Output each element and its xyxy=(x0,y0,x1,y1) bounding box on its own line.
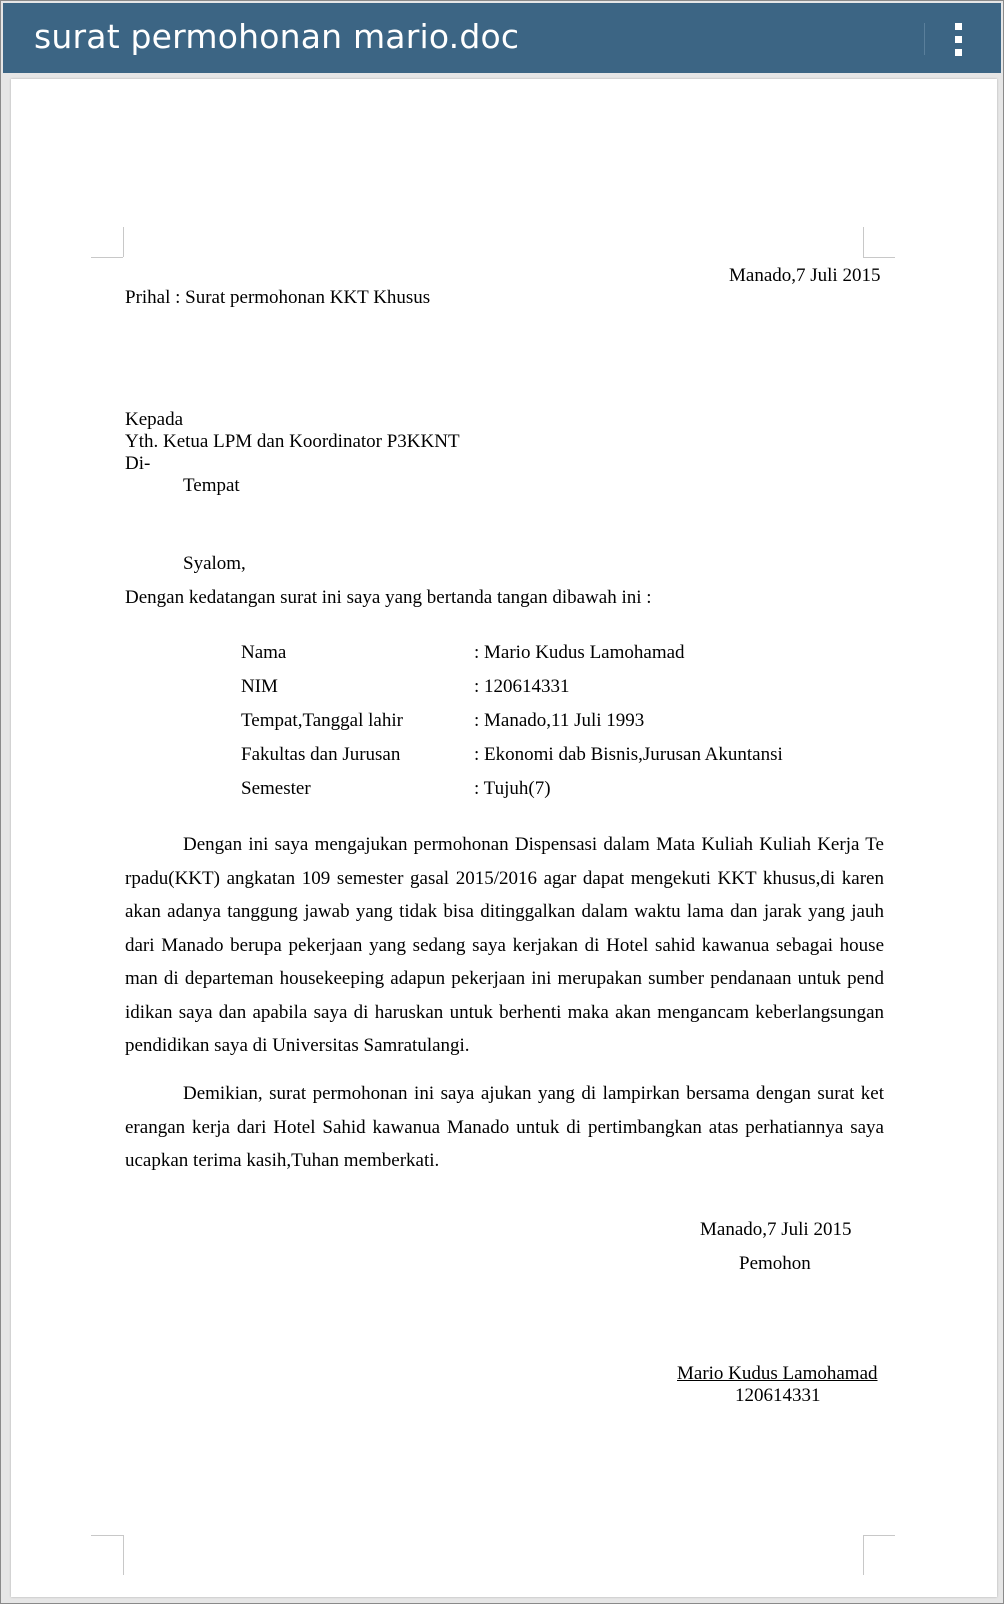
letter-subject: Prihal : Surat permohonan KKT Khusus xyxy=(125,287,431,308)
crop-mark-bottom-left-v xyxy=(123,1535,124,1575)
address-line-2: Yth. Ketua LPM dan Koordinator P3KKNT xyxy=(125,431,460,452)
field-value: : Mario Kudus Lamohamad xyxy=(474,642,685,663)
body-paragraph-2: Demikian, surat permohonan ini saya ajukan yang di lampirkan bersama dengan surat ket erangan kerja dari Hotel Sahid kawanua Manado untuk di pertimbangkan atas perhatiannya saya ucapkan terima kasih,Tuhan memberkati. xyxy=(125,1083,884,1171)
field-label: Tempat,Tanggal lahir xyxy=(241,710,403,731)
address-line-3: Di- xyxy=(125,453,151,474)
crop-mark-top-right-v xyxy=(863,227,864,257)
letter-date: Manado,7 Juli 2015 xyxy=(729,265,881,286)
crop-mark-top-right xyxy=(863,257,895,258)
address-line-1: Kepada xyxy=(125,409,184,430)
crop-mark-top-left xyxy=(91,257,123,258)
signer-nim: 120614331 xyxy=(735,1385,821,1406)
field-label: Fakultas dan Jurusan xyxy=(241,744,401,765)
field-label: NIM xyxy=(241,676,278,697)
app-bar-divider xyxy=(924,23,925,55)
field-value: : Ekonomi dab Bisnis,Jurusan Akuntansi xyxy=(474,744,783,765)
body-paragraph-1: Dengan ini saya mengajukan permohonan Dispensasi dalam Mata Kuliah Kuliah Kerja Te rpadu(KKT) angkatan 109 semester gasal 2015/2016 agar dapat mengekuti KKT khusus,di karen akan adanya tanggung jawab yang tidak bisa ditinggalkan dalam waktu lama dan jarak yang jauh dari Manado berupa pekerjaan yang sedang saya kerjakan di Hotel sahid kawanua sebagai house man di departeman housekeeping adapun pekerjaan ini merupakan sumber pendanaan untuk pend idikan saya dan apabila saya di haruskan untuk berhenti maka akan mengancam keberlangsungan pendidikan saya di Universitas Samratulangi. xyxy=(125,834,884,1056)
more-vert-icon[interactable] xyxy=(947,21,971,57)
crop-mark-bottom-right-v xyxy=(863,1535,864,1575)
field-label: Semester xyxy=(241,778,311,799)
field-value: : Tujuh(7) xyxy=(474,778,551,799)
closing-date: Manado,7 Juli 2015 xyxy=(700,1219,852,1240)
signer-name: Mario Kudus Lamohamad xyxy=(677,1363,878,1384)
crop-mark-bottom-left xyxy=(91,1535,123,1536)
document-title: surat permohonan mario.doc xyxy=(34,17,520,56)
closing-role: Pemohon xyxy=(739,1253,811,1274)
intro-text: Dengan kedatangan surat ini saya yang bertanda tangan dibawah ini : xyxy=(125,587,652,608)
address-line-4: Tempat xyxy=(183,475,240,496)
field-value: : Manado,11 Juli 1993 xyxy=(474,710,645,731)
crop-mark-top-left-v xyxy=(123,227,124,257)
field-label: Nama xyxy=(241,642,287,663)
crop-mark-bottom-right xyxy=(863,1535,895,1536)
app-bar xyxy=(3,3,1001,73)
greeting: Syalom, xyxy=(183,553,246,574)
field-value: : 120614331 xyxy=(474,676,570,697)
